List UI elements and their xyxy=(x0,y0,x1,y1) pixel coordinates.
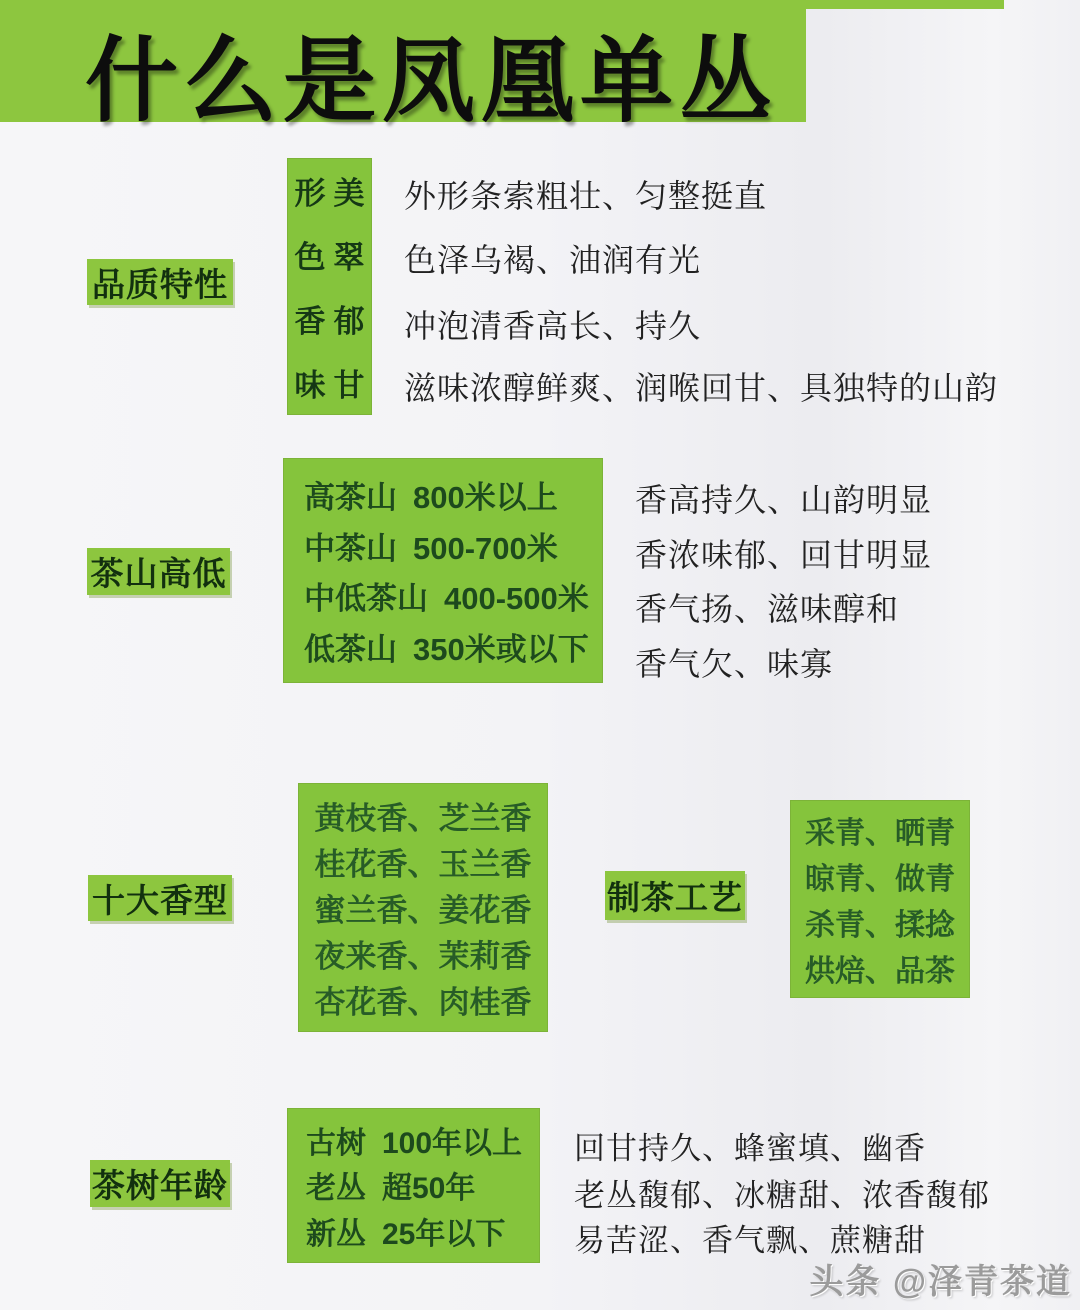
craft-row: 采青、晒青 xyxy=(805,817,955,850)
mountain-name: 中低茶山 xyxy=(304,581,428,617)
craft-row: 烘焙、品茶 xyxy=(805,955,955,988)
mountain-range: 400-500米 xyxy=(444,581,589,617)
title-banner xyxy=(0,0,806,133)
aroma-row: 蜜兰香、姜花香 xyxy=(314,892,532,928)
mountain-row xyxy=(304,523,602,568)
mountain-name: 中茶山 xyxy=(304,530,397,566)
mountain-range: 350米或以下 xyxy=(413,632,589,668)
mountain-row xyxy=(304,624,602,669)
age-row xyxy=(306,1209,539,1253)
mountain-name: 低茶山 xyxy=(304,632,397,668)
craft-row: 杀青、揉捻 xyxy=(805,909,955,942)
quality-term: 色翠 xyxy=(294,240,373,276)
top-right-green-strip xyxy=(806,0,1004,9)
page-title: 什么是凤凰单丛 xyxy=(85,29,778,133)
mountain-row xyxy=(304,573,602,618)
quality-term: 形美 xyxy=(294,176,373,212)
age-box xyxy=(287,1108,540,1263)
age-desc: 回甘持久、蜂蜜填、幽香 xyxy=(574,1131,926,1166)
mountain-range: 800米以上 xyxy=(413,479,558,515)
mountain-box xyxy=(283,458,603,683)
aroma-row: 桂花香、玉兰香 xyxy=(314,846,532,882)
aroma-row: 黄枝香、芝兰香 xyxy=(314,800,532,836)
mountain-desc: 香气扬、滋味醇和 xyxy=(635,591,900,627)
mountain-name: 高茶山 xyxy=(304,479,397,515)
watermark: 头条 @泽青茶道 xyxy=(809,1263,1072,1301)
age-row xyxy=(306,1118,539,1162)
section-label-age: 茶树年龄 xyxy=(90,1160,230,1207)
mountain-desc: 香浓味郁、回甘明显 xyxy=(635,537,933,573)
mountain-row xyxy=(304,472,602,517)
quality-desc: 色泽乌褐、油润有光 xyxy=(404,242,702,278)
age-desc: 老丛馥郁、冰糖甜、浓香馥郁 xyxy=(574,1178,990,1213)
mountain-range: 500-700米 xyxy=(413,530,558,566)
mountain-desc: 香高持久、山韵明显 xyxy=(635,482,933,518)
age-name: 新丛 xyxy=(306,1218,366,1252)
section-label-quality: 品质特性 xyxy=(87,259,233,305)
section-label-craft: 制茶工艺 xyxy=(605,871,745,920)
quality-desc: 滋味浓醇鲜爽、润喉回甘、具独特的山韵 xyxy=(404,370,999,406)
age-row xyxy=(306,1163,539,1207)
quality-desc: 外形条索粗壮、匀整挺直 xyxy=(404,178,768,214)
age-name: 古树 xyxy=(306,1126,366,1160)
quality-term: 香郁 xyxy=(294,303,373,339)
quality-desc: 冲泡清香高长、持久 xyxy=(404,308,702,344)
aroma-row: 夜来香、茉莉香 xyxy=(314,939,532,975)
section-label-mountain: 茶山高低 xyxy=(87,548,230,595)
mountain-desc: 香气欠、味寡 xyxy=(635,646,834,682)
age-value: 25年以下 xyxy=(382,1218,506,1252)
quality-term: 味甘 xyxy=(294,367,373,403)
aroma-box xyxy=(298,783,548,1032)
craft-row: 晾青、做青 xyxy=(805,863,955,896)
aroma-row: 杏花香、肉桂香 xyxy=(314,985,532,1021)
section-label-aroma: 十大香型 xyxy=(88,875,232,921)
age-name: 老丛 xyxy=(306,1172,366,1206)
quality-terms-box xyxy=(287,158,372,415)
craft-box xyxy=(790,800,970,998)
age-value: 100年以上 xyxy=(382,1126,523,1160)
age-value: 超50年 xyxy=(382,1172,476,1206)
age-desc: 易苦涩、香气飘、蔗糖甜 xyxy=(574,1223,926,1258)
